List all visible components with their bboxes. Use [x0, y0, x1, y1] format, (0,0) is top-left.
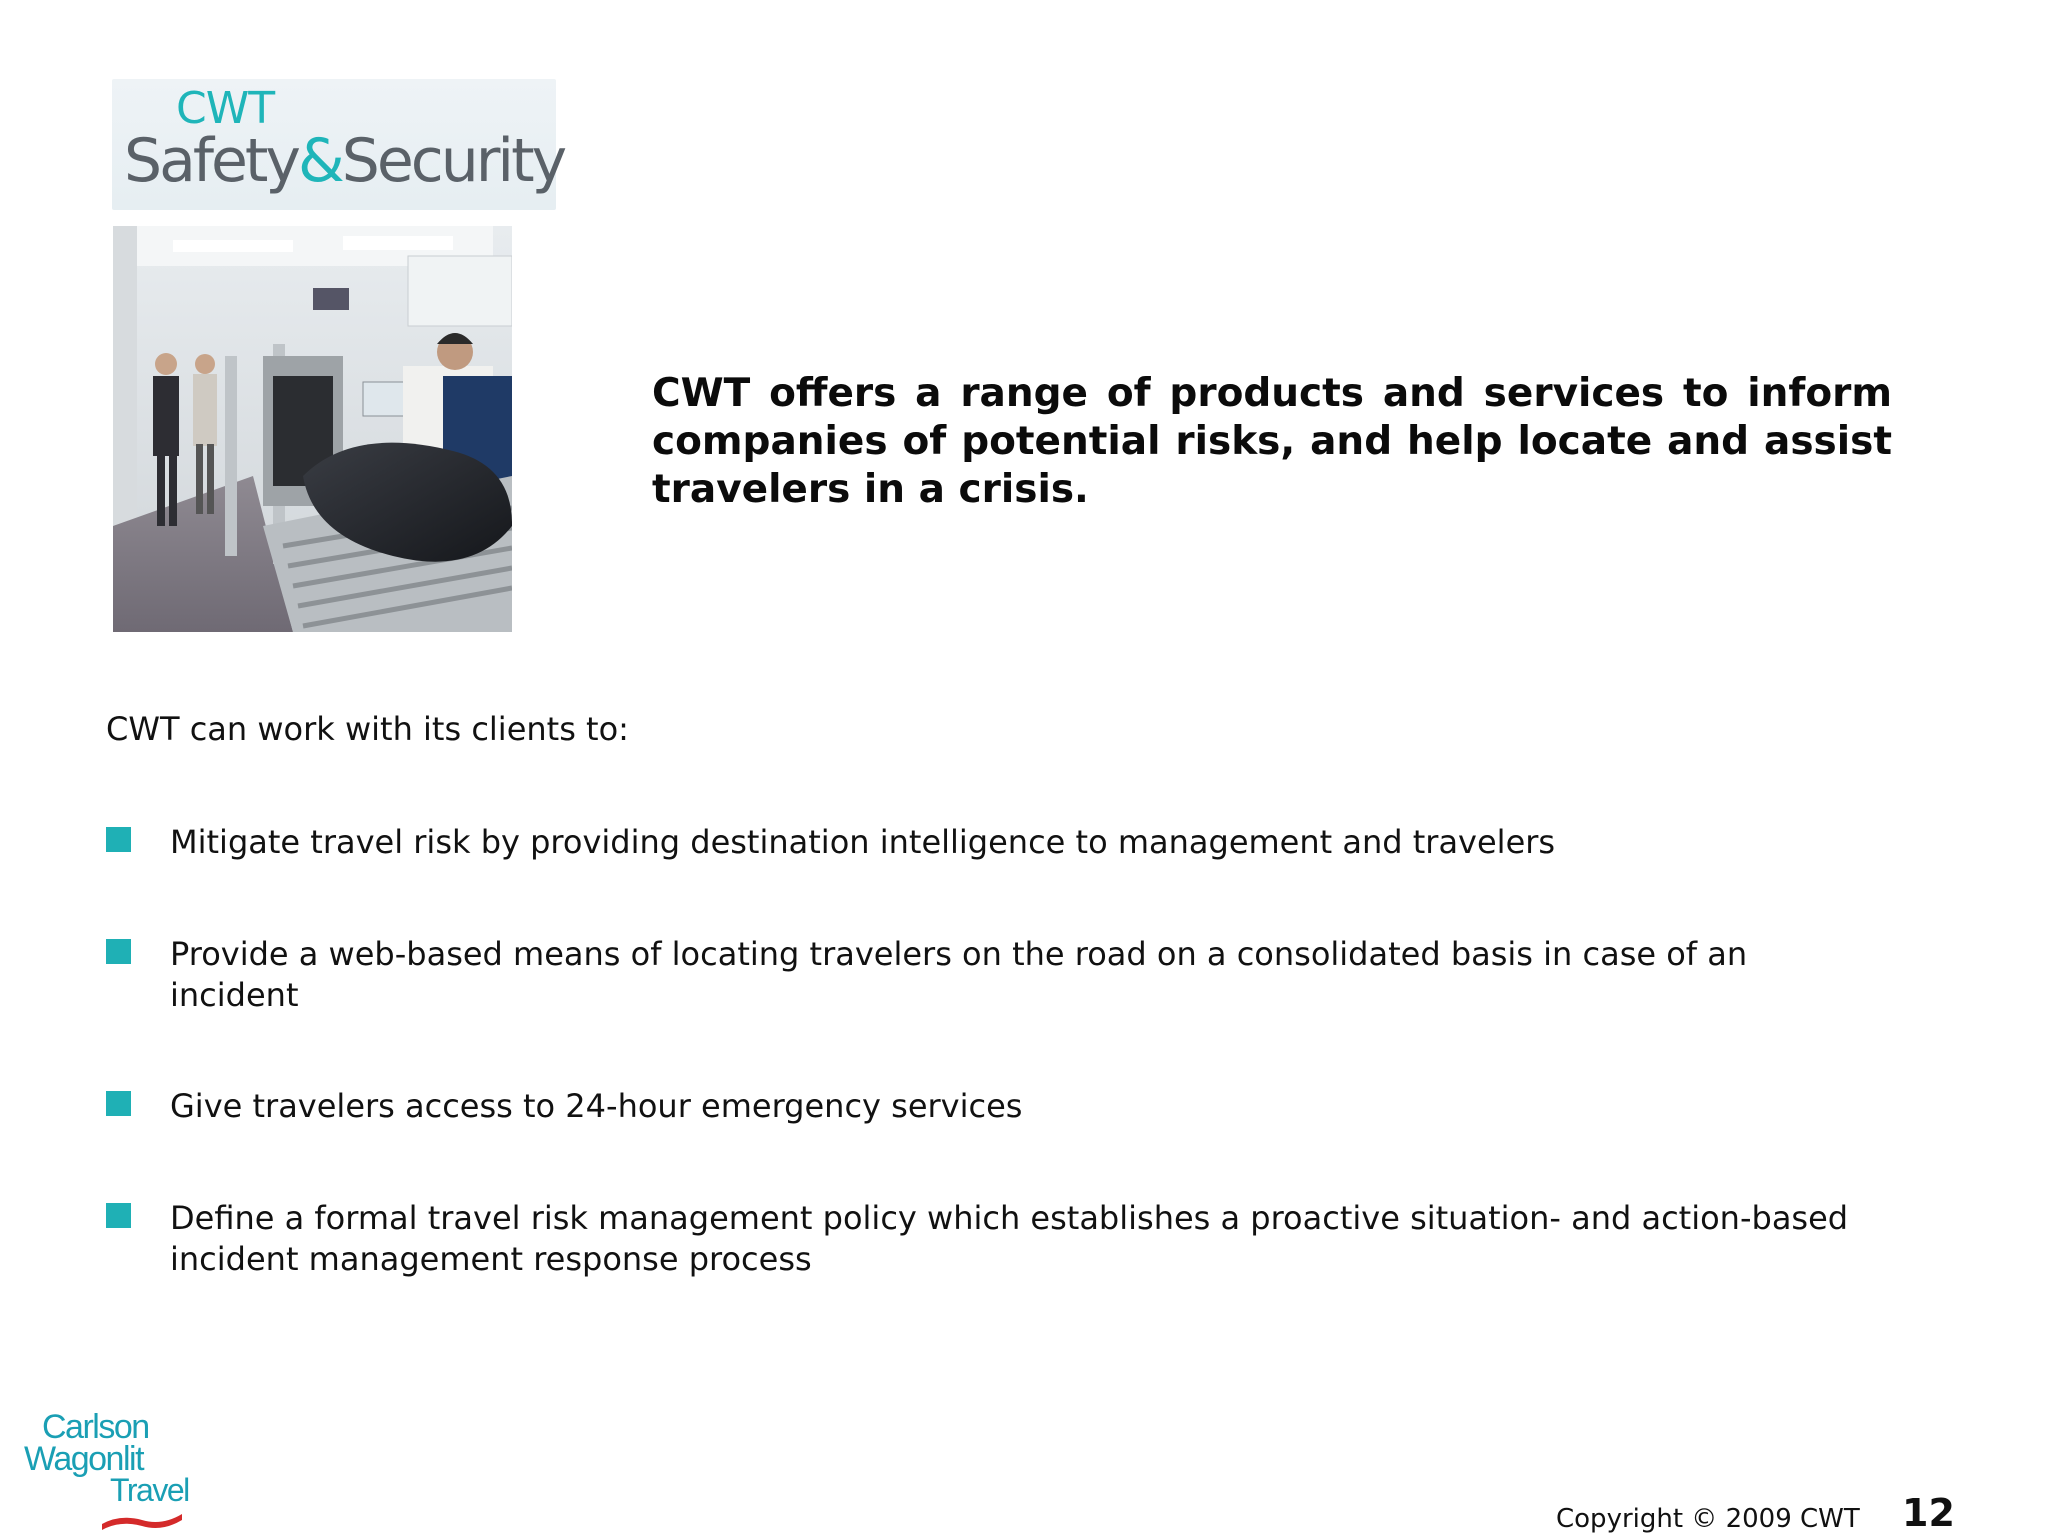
copyright-text: Copyright © 2009 CWT	[1556, 1504, 1860, 1534]
bullet-text: Define a formal travel risk management policy which establishes a proactive situation- and action-based incident management response process	[170, 1199, 1849, 1278]
bullet-square-icon	[106, 1091, 131, 1116]
headline: CWT offers a range of products and services to inform companies of potential risks, and help locate and assist travelers in a crisis.	[652, 371, 1892, 512]
logo-cwt-text: CWT	[176, 83, 275, 134]
logo-safety-security-text: Safety&Security	[124, 126, 565, 196]
cwt-safety-security-logo	[112, 79, 565, 210]
bullet-text: Give travelers access to 24-hour emergency services	[170, 1087, 1023, 1125]
brand-line-wagonlit: Wagonlit	[24, 1440, 144, 1478]
page-number: 12	[1902, 1491, 1955, 1535]
intro-text: CWT can work with its clients to:	[106, 710, 629, 748]
bullet-square-icon	[106, 827, 131, 852]
airport-security-photo	[113, 226, 512, 632]
bullet-text	[170, 934, 1890, 1016]
bullet-square-icon	[106, 939, 131, 964]
bullet-text-content: Provide a web-based means of locating travelers on the road on a consolidated basis in case of an incident	[170, 935, 1748, 1014]
brand-swoosh-icon	[100, 1510, 184, 1532]
bullet-square-icon	[106, 1203, 131, 1228]
bullet-text: Mitigate travel risk by providing destination intelligence to management and travelers	[170, 823, 1556, 861]
brand-line-carlson: Carlson	[42, 1408, 149, 1446]
brand-line-travel: Travel	[110, 1472, 189, 1508]
carlson-wagonlit-travel-logo	[24, 1410, 194, 1535]
